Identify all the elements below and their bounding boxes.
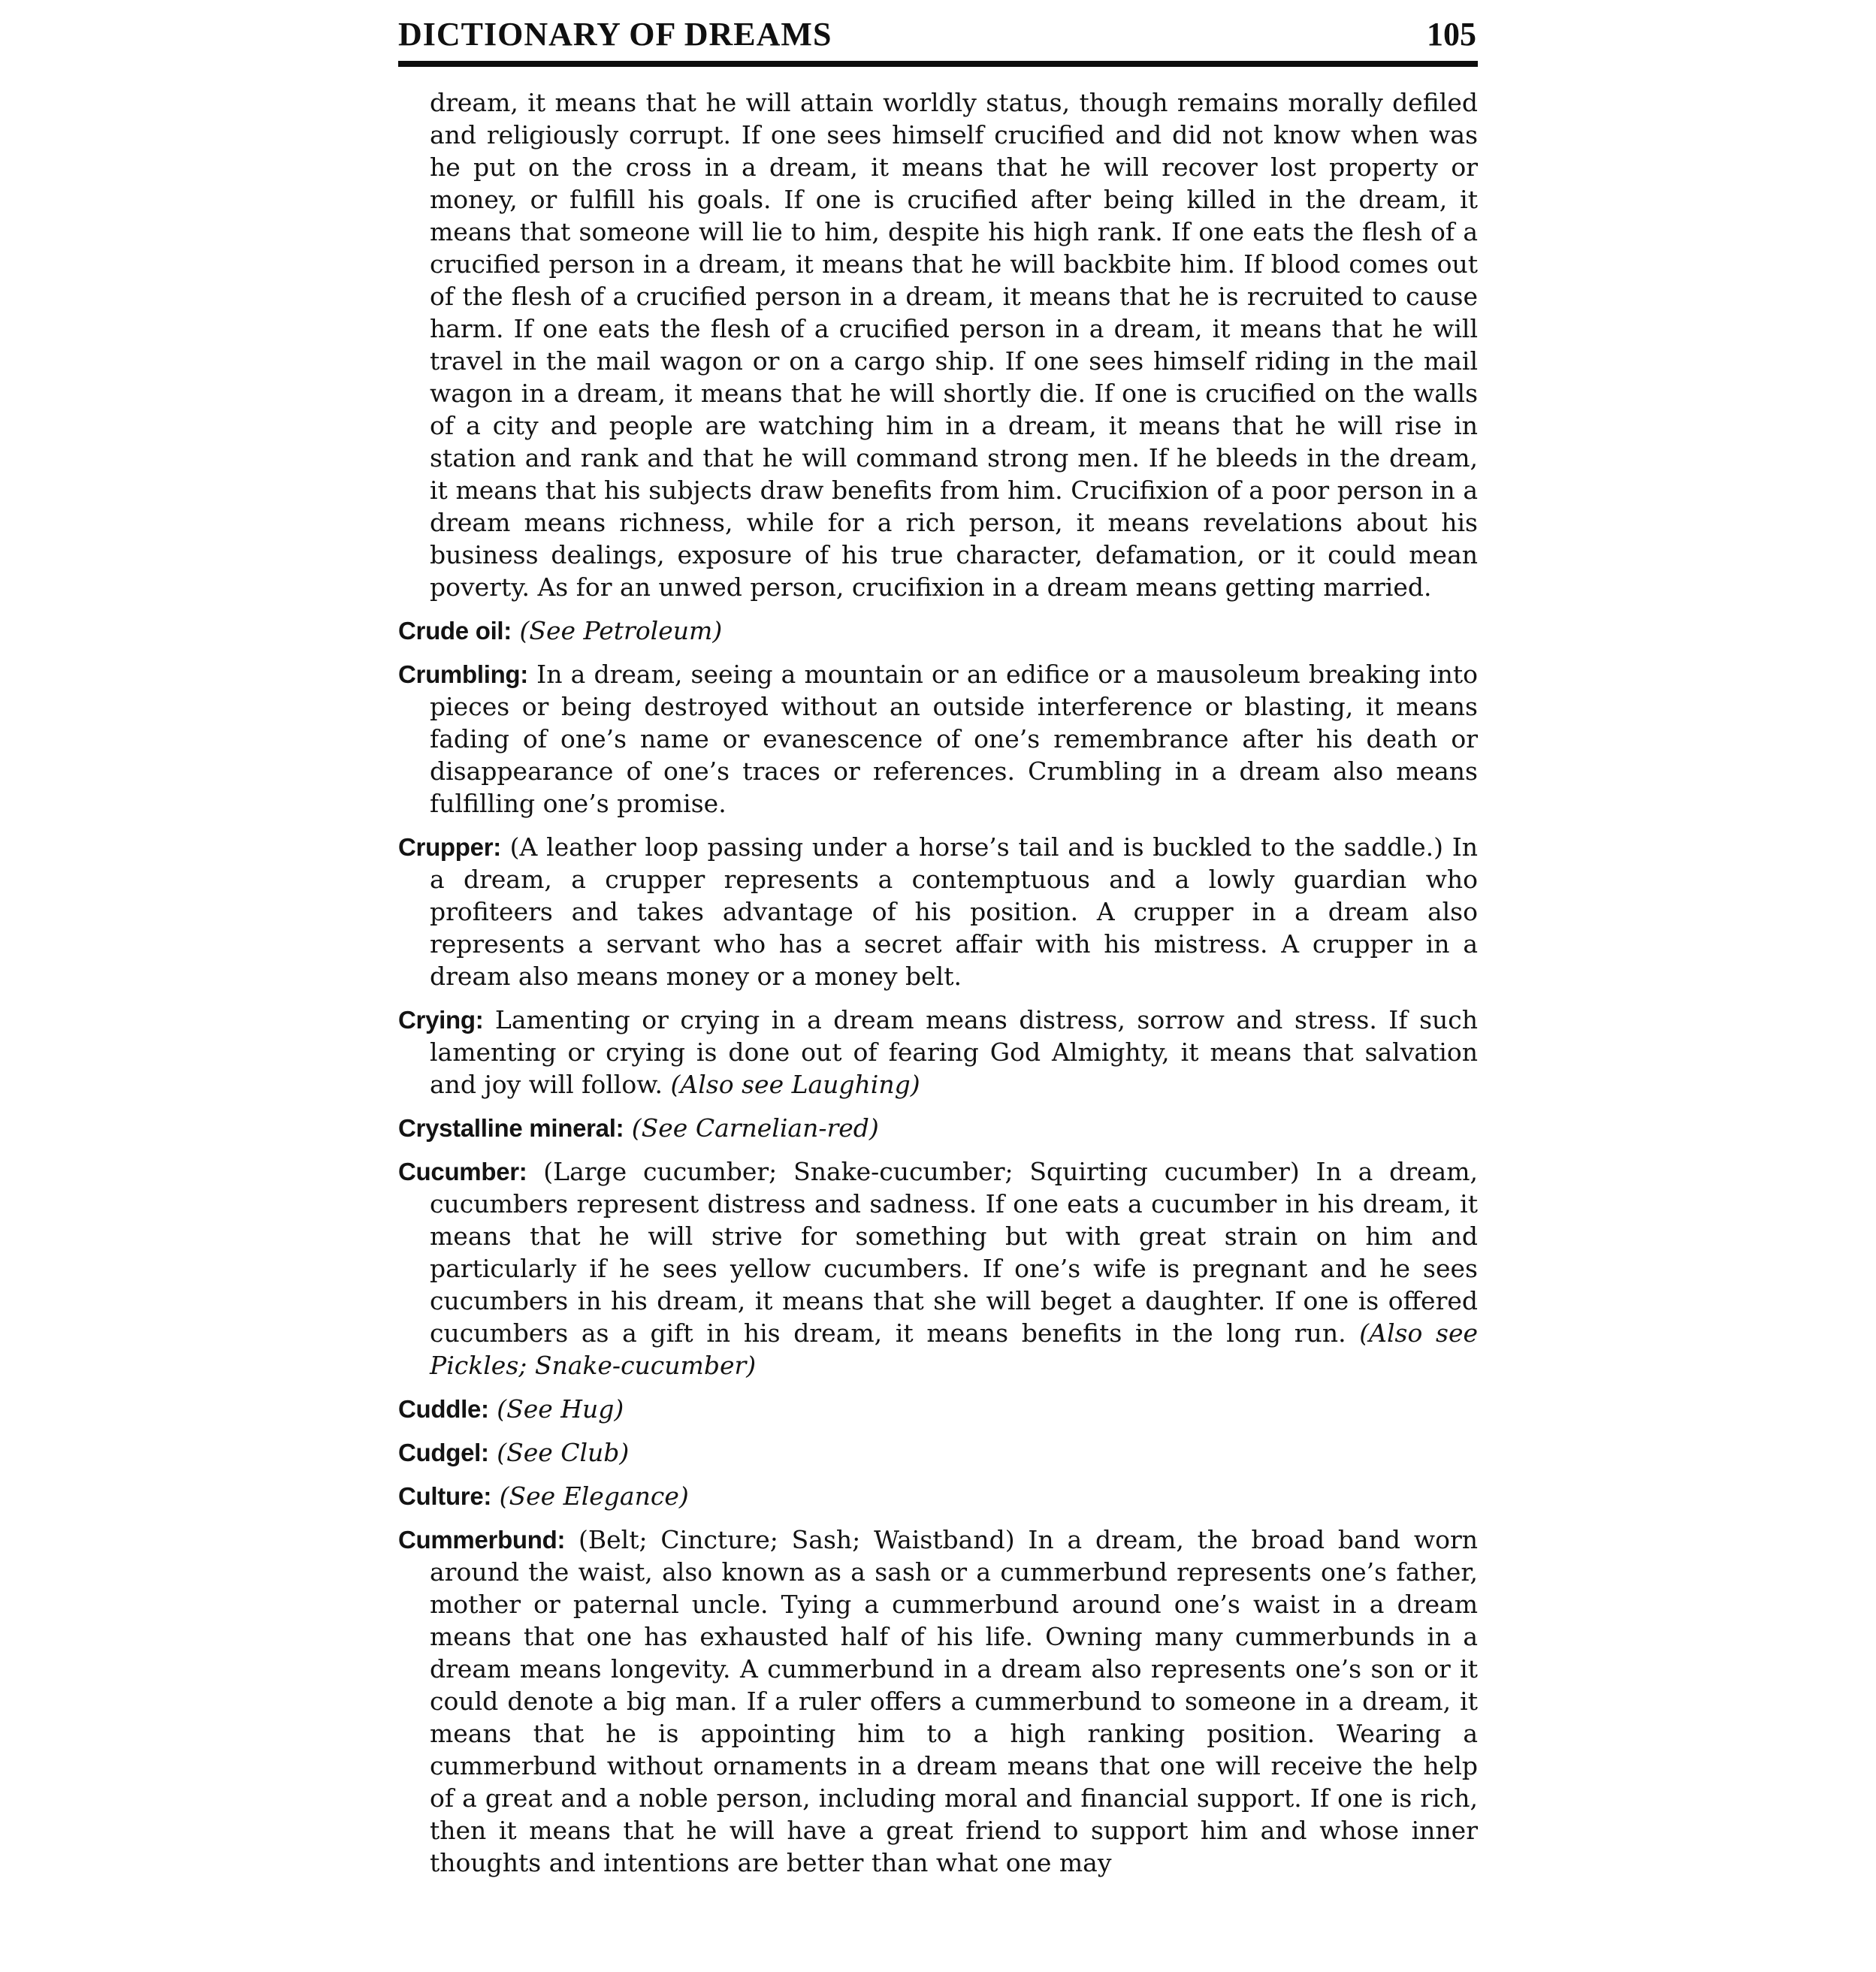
entry-headword: Crying: [398,1006,484,1034]
entry-headword: Crumbling: [398,660,528,688]
dictionary-entry [398,1112,1478,1144]
dictionary-entry [398,615,1478,647]
entry-headword: Cuddle: [398,1395,489,1423]
entry-text: (Belt; Cincture; Sash; Waistband) In a dream, the broad band worn around the waist, also known as a sash or a cummerbund represents one’s father, mother or paternal uncle. Tying a cummerbund around one’s waist in a dream means that one has exhausted half of his life. Owning many cummerbunds in a dream means longevity. A cummerbund in a dream also represents one’s son or it could denote a big man. If a ruler offers a cummerbund to someone in a dream, it means that he is appointing him to a high ranking position. Wearing a cummerbund without ornaments in a dream means that one will receive the help of a great and a noble person, including moral and financial support. If one is rich, then it means that he will have a great friend to support him and whose inner thoughts and intentions are better than what one may [430,1525,1478,1877]
entry-text: (A leather loop passing under a horse’s tail and is buckled to the saddle.) In a dream, a crupper represents a contemptuous and a lowly guardian who profiteers and takes advantage of his position. A crupper in a dream also represents a servant who has a secret affair with his mistress. A crupper in a dream also means money or a money belt. [430,832,1478,991]
continued-paragraph [398,86,1478,603]
page-body [398,86,1478,1879]
entry-text: (Large cucumber; Snake-cucumber; Squirting cucumber) In a dream, cucumbers represent distress and sadness. If one eats a cucumber in his dream, it means that he will strive for something but with great strain on him and particularly if he sees yellow cucumbers. If one’s wife is pregnant and he sees cucumbers in his dream, it means that she will beget a daughter. If one is offered cucumbers as a gift in his dream, it means benefits in the long run. [430,1157,1478,1348]
cross-reference: (Also see Laughing) [670,1070,920,1099]
entry-text [489,1438,497,1467]
entry-headword: Cudgel: [398,1439,489,1466]
entry-headword: Culture: [398,1482,492,1510]
running-header [398,15,1478,53]
entry-text: Lamenting or crying in a dream means distress, sorrow and stress. If such lamenting or crying is done out of fearing God Almighty, it means that salvation and joy will follow. [430,1005,1478,1099]
header-rule [398,61,1478,67]
running-header-title: DICTIONARY OF DREAMS [398,16,832,53]
dictionary-entry [398,658,1478,820]
entry-headword: Crude oil: [398,617,512,645]
entry-text: In a dream, seeing a mountain or an edifice or a mausoleum breaking into pieces or being destroyed without an outside interference or blasting, it means fading of one’s name or evanescence of one’s remembrance after his death or disappearance of one’s traces or references. Crumbling in a dream also means fulfilling one’s promise. [430,660,1478,818]
dictionary-entry [398,831,1478,992]
dictionary-entry [398,1524,1478,1879]
entry-headword: Crupper: [398,833,501,861]
entry-text [624,1113,632,1143]
cross-reference: (See Hug) [497,1394,624,1424]
entry-headword: Cucumber: [398,1158,527,1185]
entry-headword: Cummerbund: [398,1526,566,1554]
cross-reference: (See Carnelian-red) [631,1113,879,1143]
entry-headword: Crystalline mineral: [398,1114,624,1142]
dictionary-entry [398,1436,1478,1469]
entry-text [489,1394,497,1424]
dictionary-entry [398,1004,1478,1101]
entry-text [491,1481,500,1511]
cross-reference: (See Petroleum) [519,616,723,645]
page-number: 105 [1427,16,1476,53]
dictionary-entry [398,1155,1478,1382]
cross-reference: (See Club) [497,1438,630,1467]
dictionary-entry [398,1393,1478,1425]
cross-reference: (See Elegance) [499,1481,689,1511]
entry-text: dream, it means that he will attain worldly status, though remains morally defiled and religiously corrupt. If one sees himself crucified and did not know when was he put on the cross in a dream, it means that he will recover lost property or money, or fulfill his goals. If one is crucified after being killed in the dream, it means that someone will lie to him, despite his high rank. If one eats the flesh of a crucified person in a dream, it means that he will backbite him. If blood comes out of the flesh of a crucified person in a dream, it means that he is recruited to cause harm. If one eats the flesh of a crucified person in a dream, it means that he will travel in the mail wagon or on a cargo ship. If one sees himself riding in the mail wagon in a dream, it means that he will shortly die. If one is crucified on the walls of a city and people are watching him in a dream, it means that he will rise in station and rank and that he will command strong men. If he bleeds in the dream, it means that his subjects draw benefits from him. Crucifixion of a poor person in a dream means richness, while for a rich person, it means revelations about his business dealings, exposure of his true character, defamation, or it could mean poverty. As for an unwed person, crucifixion in a dream means getting married. [430,88,1478,602]
page-content [398,15,1478,1890]
cross-reference: (Also see Pickles; Snake-cucumber) [430,1318,1479,1380]
dictionary-entry [398,1480,1478,1512]
entry-text [512,616,520,645]
